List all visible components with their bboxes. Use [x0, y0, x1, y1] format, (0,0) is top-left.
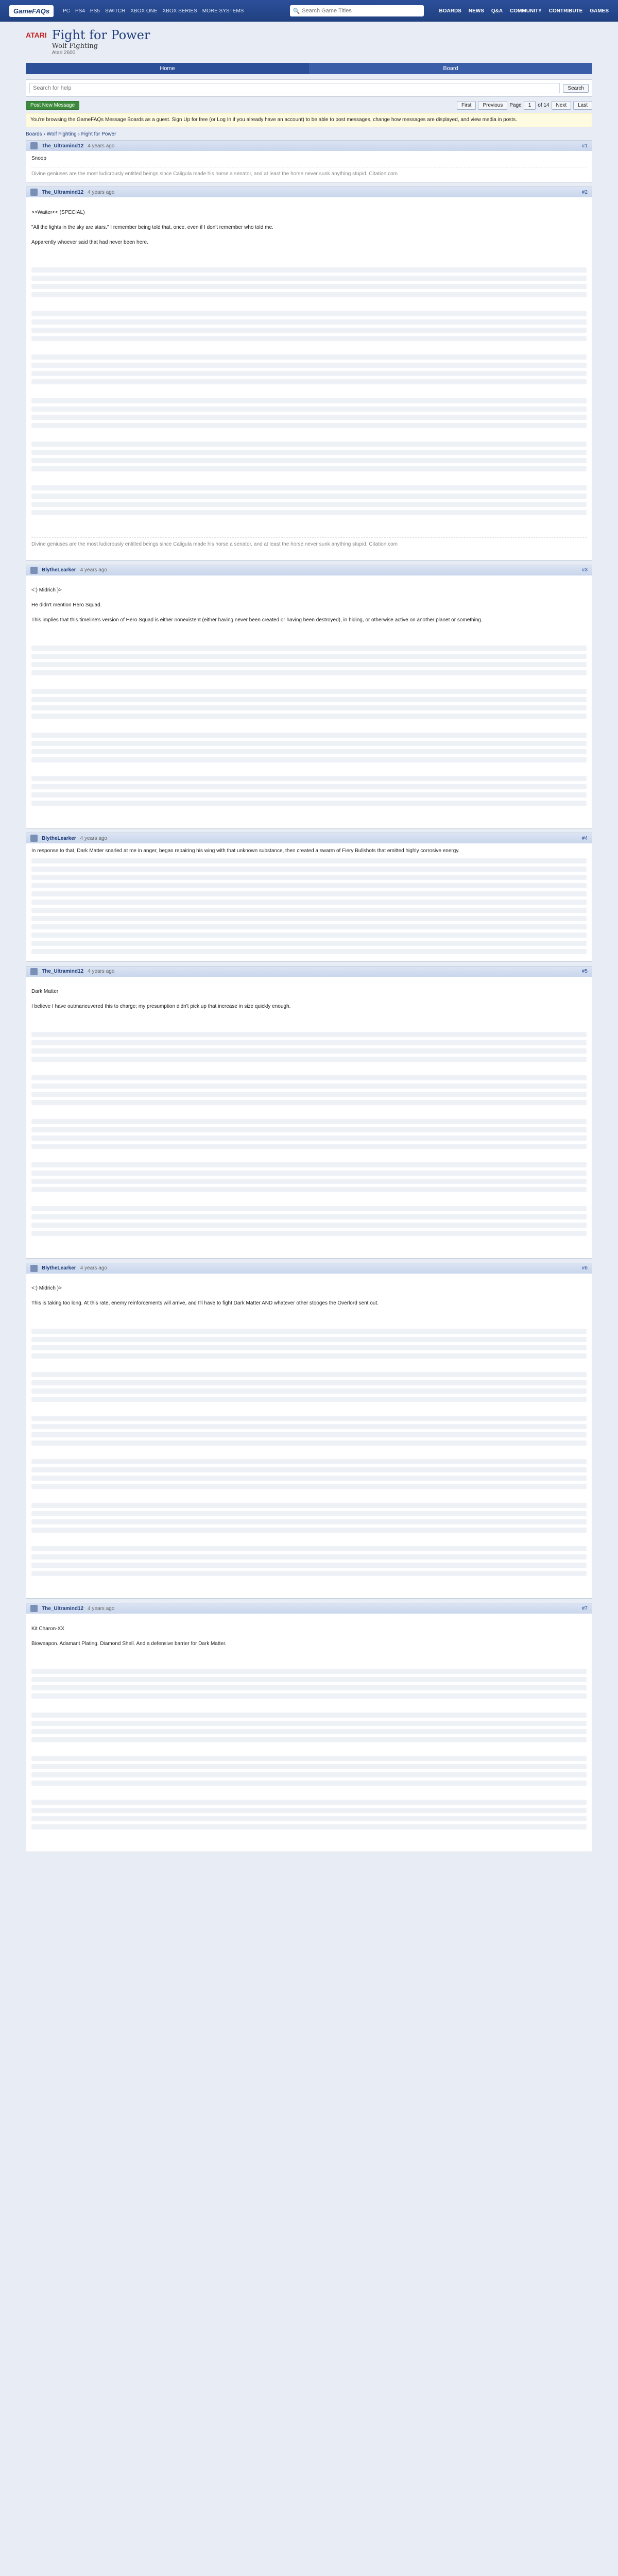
- post-body: [26, 977, 592, 1258]
- message-post: [26, 1603, 592, 1852]
- post-body: [26, 197, 592, 560]
- post-header: [26, 833, 592, 843]
- top-nav: [0, 0, 618, 22]
- post-author[interactable]: The_Ultramind12: [42, 143, 84, 149]
- post-text-placeholder: [31, 1021, 587, 1246]
- post-text: <:) Midrich )> He didn't mention Hero Squad. This implies that this timeline's version of Hero Squad is either nonexistent (either having never been created or having been destroyed), in hiding, or otherwise active on another planet or something.: [31, 587, 483, 623]
- message-post: [26, 1263, 592, 1599]
- post-body: [26, 575, 592, 828]
- message-post: [26, 140, 592, 182]
- post-author[interactable]: BlytheLearker: [42, 835, 76, 841]
- search-input[interactable]: [302, 8, 420, 14]
- post-author[interactable]: The_Ultramind12: [42, 1605, 84, 1612]
- post-text: Kit Charon-XX Bioweapon. Adamant Plating. Diamond Shell. And a defensive barrier for Dark Matter.: [31, 1625, 227, 1647]
- post-author[interactable]: BlytheLearker: [42, 567, 76, 573]
- pagination: [457, 101, 592, 110]
- post-header: [26, 565, 592, 575]
- platform-link[interactable]: XBOX ONE: [130, 8, 158, 14]
- previous-page-button[interactable]: Previous: [478, 101, 507, 110]
- topic-toolbar: [26, 101, 592, 110]
- post-text-placeholder: [31, 1658, 587, 1840]
- post-number[interactable]: #7: [581, 1605, 588, 1612]
- post-body: [26, 1614, 592, 1852]
- post-number[interactable]: #6: [581, 1265, 588, 1271]
- post-text-placeholder: [31, 1318, 587, 1587]
- game-search[interactable]: [290, 5, 424, 16]
- search-icon: 🔍: [293, 8, 300, 14]
- platform-link[interactable]: SWITCH: [105, 8, 126, 14]
- avatar[interactable]: [30, 189, 38, 196]
- board-tabs: [26, 63, 592, 74]
- page-label: Page: [509, 103, 522, 108]
- post-time: 4 years ago: [80, 835, 107, 841]
- page-total: of 14: [538, 103, 550, 108]
- message-post: [26, 187, 592, 561]
- last-page-button[interactable]: Last: [573, 101, 592, 110]
- site-logo[interactable]: GameFAQs: [9, 5, 54, 17]
- first-page-button[interactable]: First: [457, 101, 476, 110]
- platform-link[interactable]: PS4: [75, 8, 85, 14]
- next-page-button[interactable]: Next: [552, 101, 572, 110]
- post-text: <:) Midrich )> This is taking too long. At this rate, enemy reinforcements will arrive, and I'll have to fight Dark Matter AND whatever other stooges the Overlord sent out.: [31, 1285, 379, 1306]
- nav-link-games[interactable]: GAMES: [590, 8, 609, 14]
- post-time: 4 years ago: [80, 567, 107, 573]
- post-text: Snoop: [31, 156, 46, 161]
- post-number[interactable]: #2: [581, 189, 588, 195]
- breadcrumb[interactable]: Boards › Wolf Fighting › Fight for Power: [26, 131, 116, 137]
- platform-label: Atari 2600: [52, 50, 76, 56]
- nav-link-community[interactable]: COMMUNITY: [510, 8, 542, 14]
- post-body: [26, 1274, 592, 1599]
- post-time: 4 years ago: [88, 969, 115, 974]
- post-time: 4 years ago: [88, 189, 115, 195]
- main-nav-links: [439, 8, 609, 14]
- post-number[interactable]: #4: [581, 835, 588, 841]
- post-signature: Divine geniuses are the most ludicrously entitled beings since Caligula made his horse a senator, and at least the horse never sunk anything stupid. Citation.com: [31, 167, 587, 178]
- nav-link-contribute[interactable]: CONTRIBUTE: [548, 8, 583, 14]
- page-title: Fight for Power: [52, 28, 150, 42]
- avatar[interactable]: [30, 1265, 38, 1272]
- post-text-placeholder: [31, 858, 587, 954]
- nav-link-qa[interactable]: Q&A: [491, 8, 503, 14]
- post-number[interactable]: #5: [581, 969, 588, 974]
- topic-search: [26, 79, 592, 97]
- platform-link[interactable]: PS5: [90, 8, 100, 14]
- message-post: [26, 966, 592, 1259]
- post-new-message-button[interactable]: Post New Message: [26, 101, 79, 110]
- game-header: [26, 22, 592, 60]
- platform-link[interactable]: MORE SYSTEMS: [202, 8, 244, 14]
- post-time: 4 years ago: [88, 143, 115, 149]
- post-signature: Divine geniuses are the most ludicrously entitled beings since Caligula made his horse a senator, and at least the horse never sunk anything stupid. Citation.com: [31, 537, 587, 549]
- post-text: Dark Matter I believe I have outmaneuvered this to charge; my presumption didn't pick up that increase in size quickly enough.: [31, 989, 291, 1009]
- post-number[interactable]: #1: [581, 143, 588, 149]
- post-header: [26, 1263, 592, 1274]
- post-text: >>Waiter<< (SPECIAL) "All the lights in the sky are stars." I remember being told that, once, even if I don't remember who told me. Apparently whoever said that had never been here.: [31, 209, 273, 245]
- platform-link[interactable]: PC: [63, 8, 70, 14]
- post-author[interactable]: The_Ultramind12: [42, 969, 84, 974]
- topic-search-input[interactable]: [29, 83, 560, 93]
- post-header: [26, 1603, 592, 1614]
- post-text: In response to that, Dark Matter snarled at me in anger, began repairing his wing with that unknown substance, then created a swarm of Fiery Bullshots that emitted highly corrosive energy.: [31, 848, 460, 854]
- platform-link[interactable]: XBOX SERIES: [162, 8, 197, 14]
- post-number[interactable]: #3: [581, 567, 588, 573]
- post-header: [26, 187, 592, 197]
- avatar[interactable]: [30, 567, 38, 574]
- avatar[interactable]: [30, 835, 38, 842]
- post-text-placeholder: [31, 257, 587, 526]
- message-post: [26, 565, 592, 829]
- nav-link-boards[interactable]: BOARDS: [439, 8, 461, 14]
- post-body: [26, 151, 592, 182]
- post-author[interactable]: BlytheLearker: [42, 1265, 76, 1271]
- message-post: [26, 833, 592, 962]
- post-time: 4 years ago: [80, 1265, 107, 1271]
- avatar[interactable]: [30, 142, 38, 149]
- post-text-placeholder: [31, 635, 587, 817]
- post-author[interactable]: The_Ultramind12: [42, 189, 84, 195]
- guest-notice: You're browsing the GameFAQs Message Boards as a guest. Sign Up for free (or Log In if you already have an account) to be able to post messages, change how messages are displayed, and view media in posts.: [26, 113, 592, 127]
- publisher-logo: ATARI: [26, 31, 47, 39]
- tab-home[interactable]: Home: [26, 63, 309, 74]
- platform-links: [63, 8, 244, 14]
- post-body: [26, 843, 592, 961]
- avatar[interactable]: [30, 1605, 38, 1612]
- avatar[interactable]: [30, 968, 38, 975]
- post-header: [26, 967, 592, 977]
- topic-search-button[interactable]: Search: [563, 84, 589, 93]
- tab-board[interactable]: Board: [309, 63, 592, 74]
- nav-link-news[interactable]: NEWS: [468, 8, 484, 14]
- post-header: [26, 141, 592, 151]
- board-subtitle: Wolf Fighting: [52, 42, 98, 50]
- page-select[interactable]: 1: [524, 101, 536, 110]
- post-time: 4 years ago: [88, 1605, 115, 1612]
